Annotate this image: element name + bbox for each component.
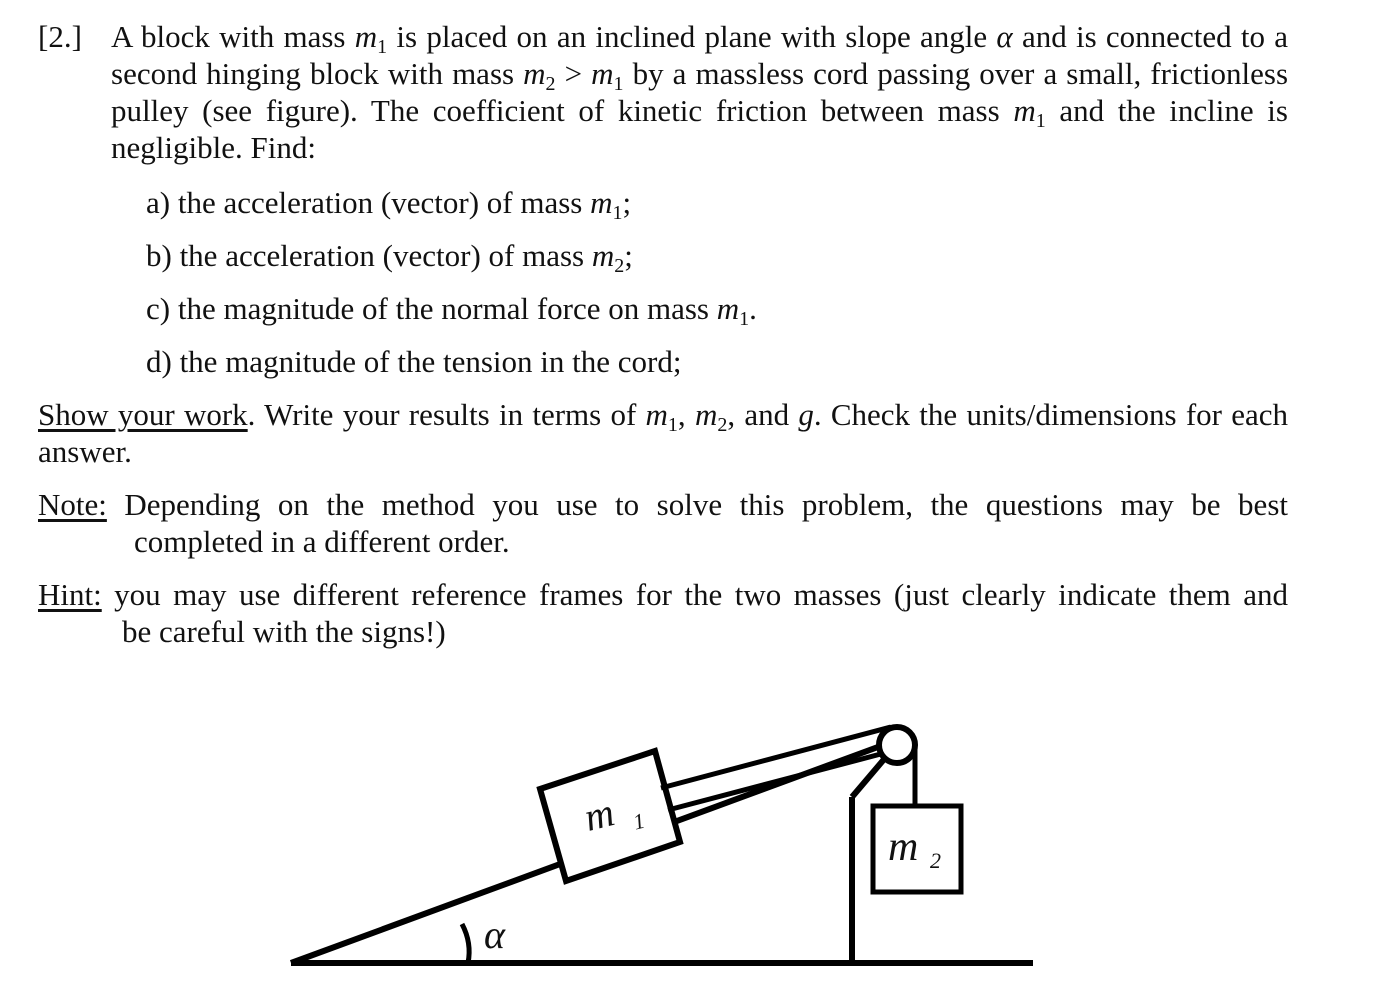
hint-line1: you may use different reference frames for the two masses (just clearly indicate them and [101, 577, 1288, 612]
show-work-text-b: . Check the units/dimensions for each answer. [38, 397, 1288, 469]
var-m2: m [523, 56, 546, 91]
var-m: m [716, 291, 740, 326]
block-m2-subscript: 2 [930, 848, 941, 873]
var-alpha: α [996, 19, 1013, 54]
show-work-text-a: . Write your results in terms of [247, 397, 646, 432]
hint-line2: be careful with the signs!) [122, 614, 446, 649]
greater-than: > [555, 56, 592, 91]
sep: , and [727, 397, 799, 432]
question-d-text: d) the magnitude of the tension in the cord; [146, 344, 682, 379]
question-c-end: . [749, 291, 757, 326]
problem-number: [2.] [38, 19, 82, 54]
sep: , [677, 397, 695, 432]
block-m2-label: m [888, 824, 919, 870]
question-a-end: ; [622, 185, 632, 220]
sub: 1 [612, 202, 623, 224]
note-line1: Depending on the method you use to solve this problem, the questions may be best [106, 487, 1288, 522]
problem-text-e: and the incline is negligible. Find: [111, 93, 1288, 165]
sub-2: 2 [545, 73, 556, 95]
sub: 2 [614, 255, 625, 277]
var-m: m [591, 238, 615, 273]
cord-incline-lower [668, 750, 896, 810]
problem-text-b: is placed on an inclined plane with slope angle [387, 19, 997, 54]
var-g: g [798, 397, 814, 432]
sub-1: 1 [613, 73, 624, 95]
note-label: Note: [38, 487, 107, 522]
var-m1: m [1013, 93, 1036, 128]
var-m1: m [645, 397, 668, 432]
sub: 1 [739, 308, 750, 330]
note-line2: completed in a different order. [134, 524, 510, 559]
problem-text-c: and is connected to a second hinging block with mass [111, 19, 1288, 91]
problem-text-a: A block with mass [111, 19, 355, 54]
question-c-text: c) the magnitude of the normal force on mass [146, 291, 717, 326]
block-m1-subscript: 1 [630, 807, 648, 835]
block-m1-label: m [579, 789, 619, 840]
sub-2: 2 [717, 414, 728, 436]
angle-arc [462, 924, 469, 963]
var-m1: m [354, 19, 378, 54]
sub-1: 1 [1035, 110, 1046, 132]
problem-text-d: by a massless cord passing over a small, frictionless pulley (see figure). The coefficient of kinetic friction between mass [111, 56, 1289, 128]
var-m2: m [694, 397, 718, 432]
hint-label: Hint: [38, 577, 102, 612]
var-m1: m [591, 56, 614, 91]
show-work-label: Show your work [38, 397, 248, 432]
sub-1: 1 [667, 414, 678, 436]
var-m: m [590, 185, 613, 220]
question-b-end: ; [624, 238, 633, 273]
question-a-text: a) the acceleration (vector) of mass [146, 185, 591, 220]
question-b-text: b) the acceleration (vector) of mass [146, 238, 592, 273]
pulley-wheel [879, 727, 915, 763]
angle-alpha-label: α [484, 912, 505, 957]
sub-1: 1 [377, 36, 388, 58]
